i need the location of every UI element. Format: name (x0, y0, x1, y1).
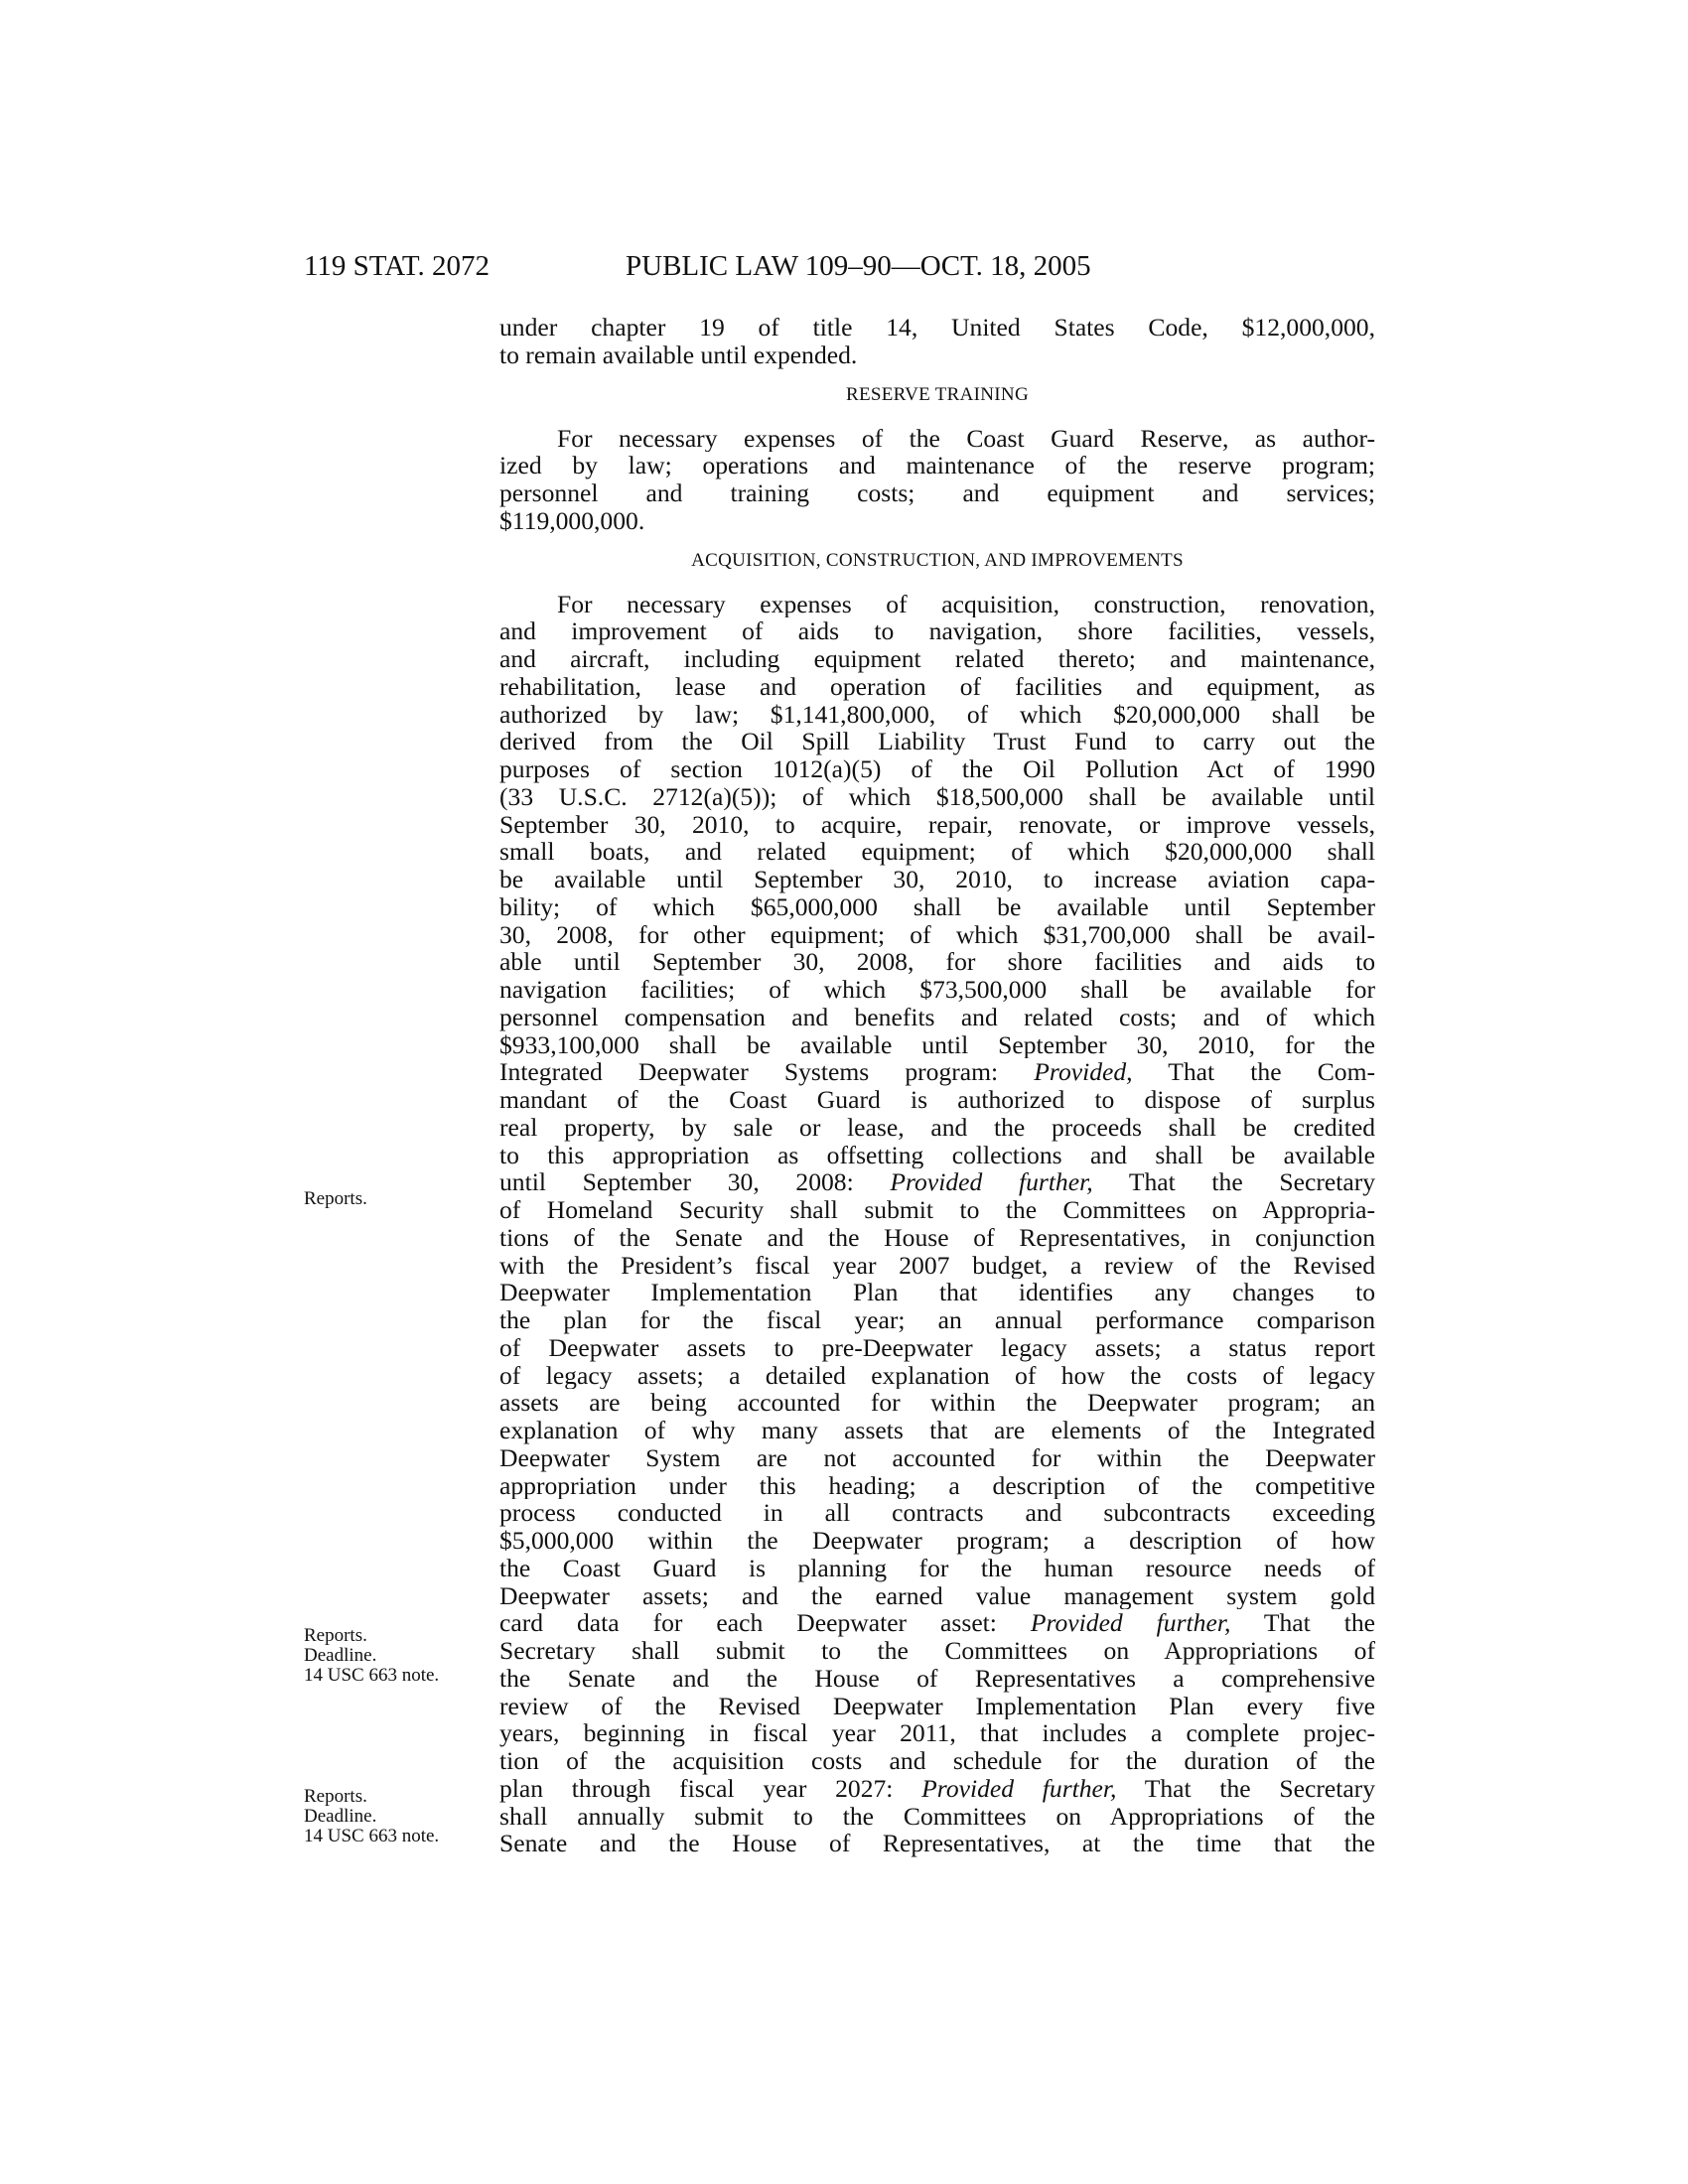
reserve-training-paragraph (499, 425, 1375, 535)
text-line: shall annually submit to the Committees on Appropriations of the (499, 1802, 1375, 1831)
section-heading-reserve-training: RESERVE TRAINING (846, 383, 1029, 405)
text-line: Deepwater Implementation Plan that identifies any changes to (499, 1279, 1375, 1306)
text-line: able until September 30, 2008, for shore facilities and aids to (499, 948, 1375, 976)
margin-note-line: Reports. (304, 1188, 367, 1209)
text-line: bility; of which $65,000,000 shall be available until September (499, 892, 1375, 921)
text-run: That the Com- (1132, 1058, 1375, 1086)
text-run: That the (1230, 1609, 1375, 1637)
text-line: of Homeland Security shall submit to the Committees on Appropria- (499, 1196, 1375, 1224)
text-line: and aircraft, including equipment related thereto; and maintenance, (499, 645, 1375, 673)
section-heading-acquisition: ACQUISITION, CONSTRUCTION, AND IMPROVEMENTS (691, 549, 1184, 571)
text-line: assets are being accounted for within the Deepwater program; an (499, 1389, 1375, 1417)
text-line: appropriation under this heading; a description of the competitive (499, 1471, 1375, 1500)
text-line: be available until September 30, 2010, to increase aviation capa- (499, 866, 1375, 893)
margin-note-line: Deadline. (304, 1645, 377, 1666)
text-line: personnel and training costs; and equipment and services; (499, 479, 1375, 507)
text-line: the Coast Guard is planning for the human resource needs of (499, 1554, 1375, 1582)
running-header (0, 244, 1688, 288)
margin-note-line: 14 USC 663 note. (304, 1665, 440, 1686)
text-run: Integrated Deepwater Systems program: (499, 1058, 1035, 1086)
text-line: process conducted in all contracts and subcontracts exceeding (499, 1499, 1375, 1527)
text-line: Secretary shall submit to the Committees on Appropriations of (499, 1637, 1375, 1665)
text-line: mandant of the Coast Guard is authorized to dispose of surplus (499, 1086, 1375, 1114)
text-line: $933,100,000 shall be available until September 30, 2010, for the (499, 1030, 1375, 1059)
text-run: That the Secretary (1116, 1774, 1375, 1803)
public-law-reference: PUBLIC LAW 109–90—OCT. 18, 2005 (626, 250, 1091, 282)
text-run: card data for each Deepwater asset: (499, 1609, 1031, 1637)
proviso-italic: Provided further, (921, 1774, 1117, 1803)
text-line: to this appropriation as offsetting collections and shall be available (499, 1141, 1375, 1169)
text-line: explanation of why many assets that are elements of the Integrated (499, 1417, 1375, 1444)
statute-page-reference: 119 STAT. 2072 (304, 250, 490, 282)
text-line: derived from the Oil Spill Liability Trust Fund to carry out the (499, 728, 1375, 755)
text-line: tion of the acquisition costs and schedule for the duration of the (499, 1747, 1375, 1775)
text-line: $119,000,000. (499, 506, 645, 535)
margin-note-reports-deadline (304, 1787, 439, 1846)
proviso-italic: Provided further, (1030, 1609, 1231, 1637)
text-line: the plan for the fiscal year; an annual performance comparison (499, 1306, 1375, 1334)
margin-note-line: Reports. (304, 1625, 367, 1646)
margin-note-line: 14 USC 663 note. (304, 1826, 440, 1846)
margin-note-line: Deadline. (304, 1806, 377, 1827)
text-line: review of the Revised Deepwater Implementation Plan every five (499, 1692, 1375, 1720)
text-line: For necessary expenses of the Coast Guard Reserve, as author- (557, 424, 1375, 453)
document-body (499, 314, 1375, 1857)
proviso-italic: Provided, (1034, 1058, 1133, 1086)
text-run: plan through fiscal year 2027: (499, 1774, 922, 1803)
text-line: authorized by law; $1,141,800,000, of which $20,000,000 shall be (499, 700, 1375, 729)
text-line: of legacy assets; a detailed explanation of how the costs of legacy (499, 1361, 1375, 1390)
proviso-italic: Provided further, (890, 1168, 1093, 1196)
text-line: September 30, 2010, to acquire, repair, renovate, or improve vessels, (499, 810, 1375, 839)
text-line: Deepwater System are not accounted for within the Deepwater (499, 1443, 1375, 1472)
text-line: 30, 2008, for other equipment; of which $31,700,000 shall be avail- (499, 920, 1375, 949)
text-line (499, 1775, 1375, 1803)
text-line: rehabilitation, lease and operation of facilities and equipment, as (499, 672, 1375, 701)
text-line: with the President’s fiscal year 2007 budget, a review of the Revised (499, 1251, 1375, 1280)
margin-note-reports-deadline (304, 1626, 439, 1686)
text-line: the Senate and the House of Representatives a comprehensive (499, 1664, 1375, 1693)
text-line: ized by law; operations and maintenance of the reserve program; (499, 452, 1375, 479)
text-line: of Deepwater assets to pre-Deepwater legacy assets; a status report (499, 1333, 1375, 1362)
acquisition-paragraph (499, 591, 1375, 1858)
text-run: until September 30, 2008: (499, 1168, 891, 1196)
continued-paragraph (499, 314, 1375, 369)
text-line: tions of the Senate and the House of Representatives, in conjunction (499, 1223, 1375, 1252)
text-line: Deepwater assets; and the earned value management system gold (499, 1581, 1375, 1610)
text-line: Senate and the House of Representatives, at the time that the (499, 1830, 1375, 1857)
text-line: purposes of section 1012(a)(5) of the Oil Pollution Act of 1990 (499, 755, 1375, 783)
text-line: (33 U.S.C. 2712(a)(5)); of which $18,500,000 shall be available until (499, 782, 1375, 811)
text-line: small boats, and related equipment; of which $20,000,000 shall (499, 838, 1375, 866)
text-line: real property, by sale or lease, and the proceeds shall be credited (499, 1113, 1375, 1142)
text-line: navigation facilities; of which $73,500,000 shall be available for (499, 976, 1375, 1004)
text-line (499, 1609, 1375, 1637)
text-line: $5,000,000 within the Deepwater program; a description of how (499, 1527, 1375, 1555)
text-line: For necessary expenses of acquisition, construction, renovation, (557, 590, 1375, 618)
text-line: years, beginning in fiscal year 2011, that includes a complete projec- (499, 1719, 1375, 1747)
text-line: personnel compensation and benefits and related costs; and of which (499, 1003, 1375, 1031)
text-line (499, 1168, 1375, 1196)
margin-note-line: Reports. (304, 1786, 367, 1807)
text-line: to remain available until expended. (499, 341, 858, 369)
text-line (499, 1058, 1375, 1086)
text-line: under chapter 19 of title 14, United States Code, $12,000,000, (499, 314, 1375, 341)
text-line: and improvement of aids to navigation, shore facilities, vessels, (499, 617, 1375, 645)
text-run: That the Secretary (1092, 1168, 1375, 1196)
margin-note-reports (304, 1189, 367, 1209)
